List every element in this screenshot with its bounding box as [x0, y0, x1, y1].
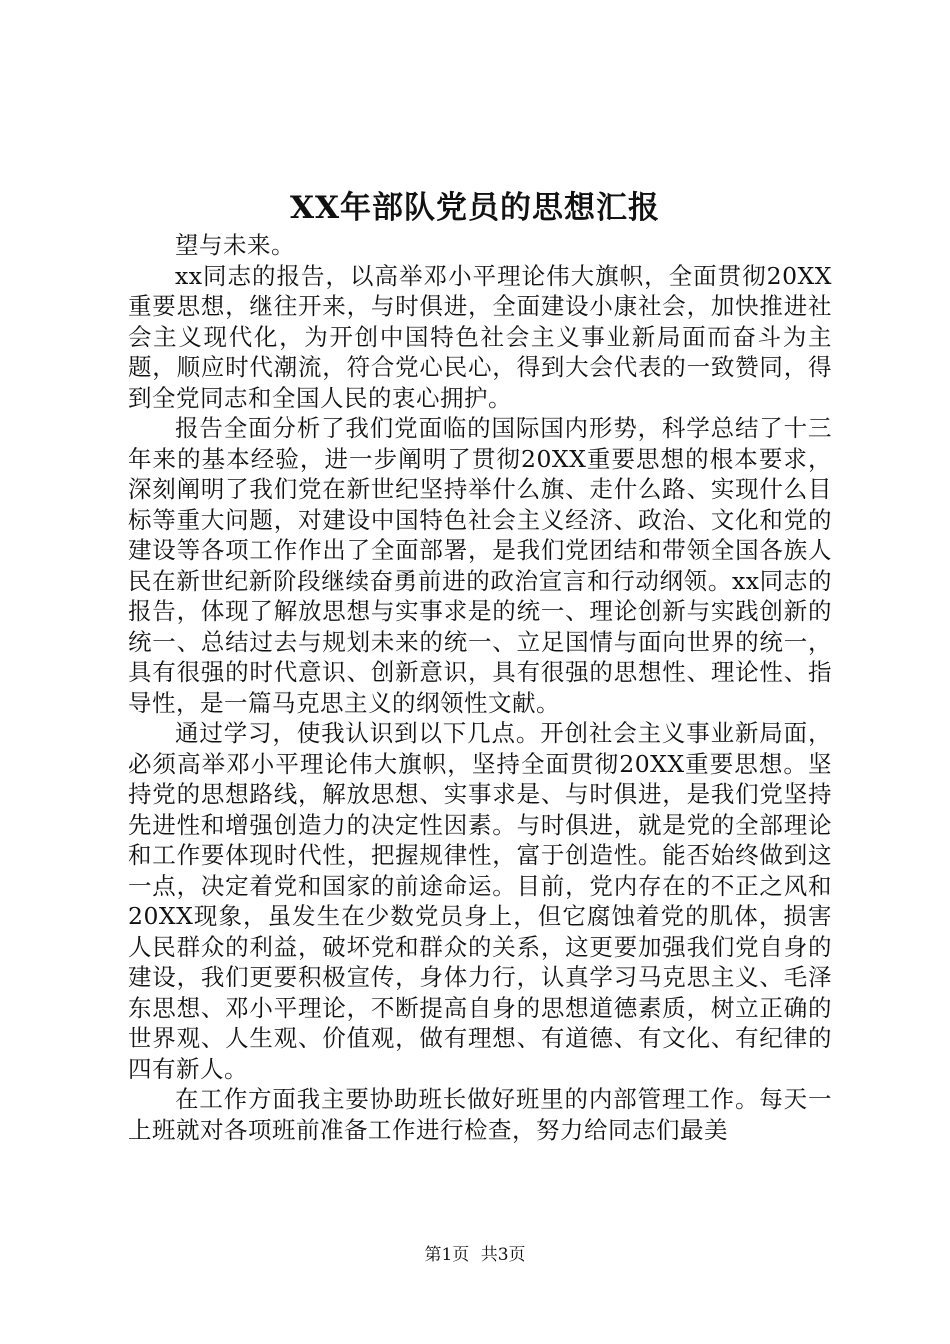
paragraph: xx同志的报告，以高举邓小平理论伟大旗帜，全面贯彻20XX重要思想，继往开来，与时俱进，全面建设小康社会，加快推进社会主义现代化，为开创中国特色社会主义事业新局面而奋斗为主题，顺应时代潮流，符合党心民心，得到大会代表的一致赞同，得到全党同志和全国人民的衷心拥护。: [128, 261, 832, 412]
paragraph: 通过学习，使我认识到以下几点。开创社会主义事业新局面，必须高举邓小平理论伟大旗帜，坚持全面贯彻20XX重要思想。坚持党的思想路线，解放思想、实事求是、与时俱进，是我们党坚持先进性和增强创造力的决定性因素。与时俱进，就是党的全部理论和工作要体现时代性，把握规律性，富于创造性。能否始终做到这一点，决定着党和国家的前途命运。目前，党内存在的不正之风和20XX现象，虽发生在少数党员身上，但它腐蚀着党的肌体，损害人民群众的利益，破坏党和群众的关系，这更要加强我们党自身的建设，我们更要积极宣传，身体力行，认真学习马克思主义、毛泽东思想、邓小平理论，不断提高自身的思想道德素质，树立正确的世界观、人生观、价值观，做有理想、有道德、有文化、有纪律的四有新人。: [128, 719, 832, 1083]
paragraph: 在工作方面我主要协助班长做好班里的内部管理工作。每天一上班就对各项班前准备工作进行检查，努力给同志们最美: [128, 1085, 832, 1144]
page-footer: 第1页 共3页: [424, 1245, 526, 1265]
document-body: [128, 230, 832, 1145]
document-title: XX年部队党员的思想汇报: [289, 190, 661, 226]
paragraph: 望与未来。: [175, 231, 295, 259]
paragraph: 报告全面分析了我们党面临的国际国内形势，科学总结了十三年来的基本经验，进一步阐明了贯彻20XX重要思想的根本要求，深刻阐明了我们党在新世纪坚持举什么旗、走什么路、实现什么目标等重大问题，对建设中国特色社会主义经济、政治、文化和党的建设等各项工作作出了全面部署，是我们党团结和带领全国各族人民在新世纪新阶段继续奋勇前进的政治宣言和行动纲领。xx同志的报告，体现了解放思想与实事求是的统一、理论创新与实践创新的统一、总结过去与规划未来的统一、立足国情与面向世界的统一，具有很强的时代意识、创新意识，具有很强的思想性、理论性、指导性，是一篇马克思主义的纲领性文献。: [128, 414, 832, 717]
